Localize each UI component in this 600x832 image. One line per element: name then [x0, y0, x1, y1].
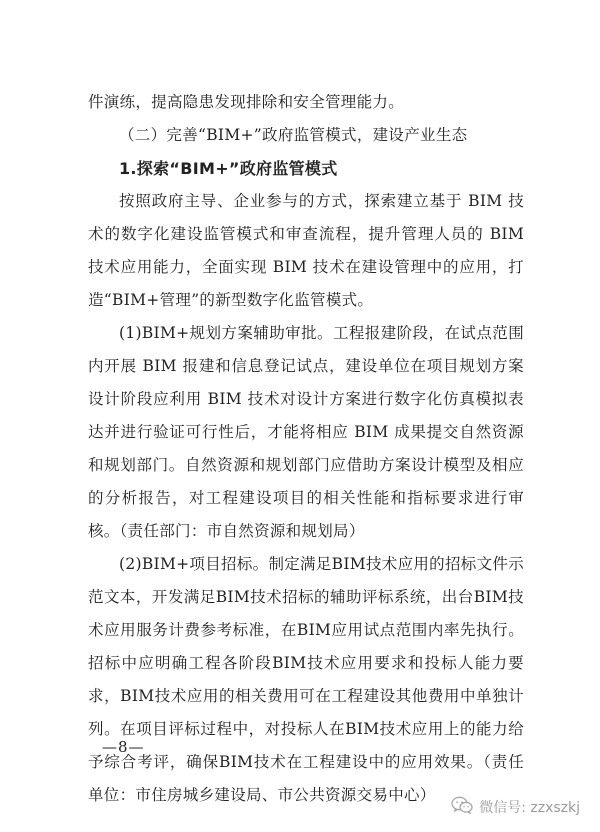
paragraph-item-2: (2)BIM+项目招标。制定满足BIM技术应用的招标文件示范文本，开发满足BIM技术招标的辅助评标系统，出台BIM技术应用服务计费参考标准，在BIM应用试点范围内率先执行。招标中应明确工程各阶段BIM技术应用要求和投标人能力要求，BIM技术应用的相关费用可在工程建设其他费用中单独计列。在项目评标过程中，对投标人在BIM技术应用上的能力给予综合考评，确保BIM技术在工程建设中的应用效果。（责任单位：市住房城乡建设局、市公共资源交易中心） [88, 555, 524, 804]
paragraph-intro: 按照政府主导、企业参与的方式，探索建立基于 BIM 技术的数字化建设监管模式和审查流程，提升管理人员的 BIM 技术应用能力，全面实现 BIM 技术在建设管理中的应用，打造“BIM+管理”的新型数字化监管模式。 [88, 192, 524, 309]
section-heading: （二）完善“BIM+”政府监管模式，建设产业生态 [119, 126, 468, 144]
watermark [451, 796, 580, 818]
wechat-icon [451, 796, 473, 818]
paragraph-continuation: 件演练，提高隐患发现排除和安全管理能力。 [88, 93, 405, 111]
page-number: —8— [102, 738, 145, 756]
document-body [88, 86, 524, 812]
paragraph-item-1: (1)BIM+规划方案辅助审批。工程报建阶段，在试点范围内开展 BIM 报建和信息登记试点，建设单位在项目规划方案设计阶段应利用 BIM 技术对设计方案进行数字化仿真模拟表达并进行验证可行性后，才能将相应 BIM 成果提交自然资源和规划部门。自然资源和规划部门应借助方案设计模型及相应的分析报告，对工程建设项目的相关性能和指标要求进行审核。（责任部门：市自然资源和规划局） [88, 324, 524, 540]
subsection-heading: 1.探索“BIM+”政府监管模式 [119, 159, 338, 178]
watermark-text: 微信号: zzxszkj [479, 800, 580, 816]
